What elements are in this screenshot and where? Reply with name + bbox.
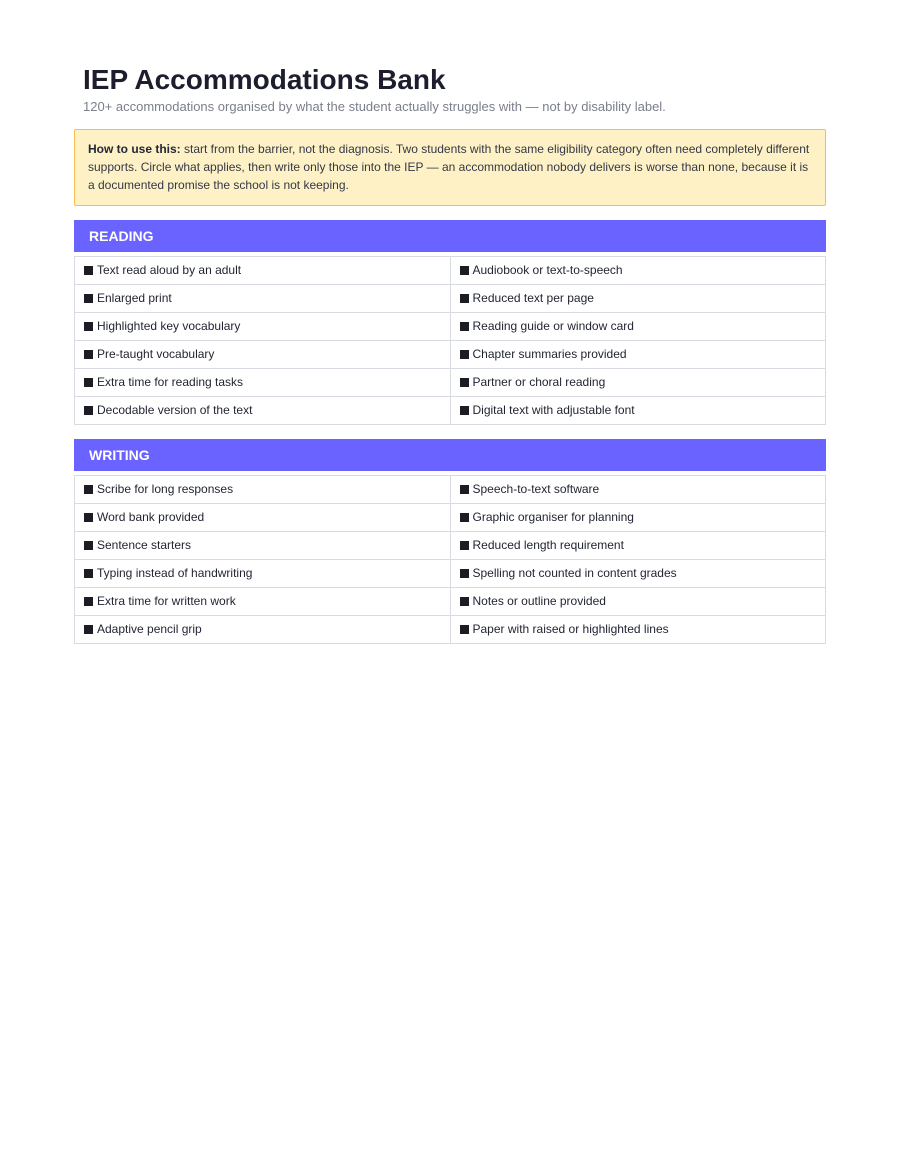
section-heading: WRITING [74,439,826,471]
callout-text: start from the barrier, not the diagnosis. Two students with the same eligibility category often need completely different supports. Circle what applies, then write only those into the IEP — an accommodation nobody delivers is worse than none, because it is a documented promise the school is not keeping. [88,142,810,192]
accommodation-label: Notes or outline provided [472,594,606,608]
checkbox-square-icon [460,350,469,359]
accommodation-item[interactable] [451,397,827,425]
checkbox-square-icon [84,485,93,494]
checkbox-square-icon [84,322,93,331]
accommodation-grid [74,256,826,425]
accommodation-grid [74,475,826,644]
accommodation-label: Scribe for long responses [97,482,234,496]
checkbox-square-icon [84,350,93,359]
accommodation-label: Chapter summaries provided [472,347,627,361]
accommodation-label: Paper with raised or highlighted lines [472,622,669,636]
page-subtitle: 120+ accommodations organised by what the student actually struggles with — not by disability label. [83,99,666,114]
accommodation-label: Partner or choral reading [472,375,606,389]
page-title: IEP Accommodations Bank [83,64,446,95]
section-reading [74,220,826,425]
accommodation-label: Decodable version of the text [97,403,253,417]
accommodation-item[interactable] [451,504,827,532]
accommodation-item[interactable] [451,588,827,616]
accommodation-item[interactable] [451,369,827,397]
accommodation-item[interactable] [75,369,451,397]
checkbox-square-icon [84,294,93,303]
accommodation-item[interactable] [75,588,451,616]
accommodation-item[interactable] [451,285,827,313]
accommodation-item[interactable] [75,341,451,369]
accommodation-item[interactable] [75,616,451,644]
checkbox-square-icon [460,406,469,415]
accommodation-item[interactable] [75,476,451,504]
accommodation-item[interactable] [451,476,827,504]
accommodation-label: Spelling not counted in content grades [472,566,677,580]
checkbox-square-icon [84,378,93,387]
checkbox-square-icon [460,378,469,387]
section-heading: READING [74,220,826,252]
callout-label: How to use this: [88,142,181,156]
accommodation-label: Text read aloud by an adult [97,263,242,277]
accommodation-label: Reading guide or window card [472,319,634,333]
accommodation-label: Extra time for reading tasks [97,375,244,389]
accommodation-item[interactable] [451,616,827,644]
accommodation-label: Digital text with adjustable font [472,403,635,417]
section-writing [74,439,826,644]
accommodation-label: Highlighted key vocabulary [97,319,241,333]
checkbox-square-icon [84,625,93,634]
accommodation-label: Word bank provided [97,510,205,524]
checkbox-square-icon [84,406,93,415]
accommodation-label: Reduced length requirement [472,538,624,552]
checkbox-square-icon [460,513,469,522]
accommodation-item[interactable] [451,341,827,369]
checkbox-square-icon [84,569,93,578]
accommodation-item[interactable] [451,313,827,341]
accommodation-label: Extra time for written work [97,594,236,608]
accommodation-label: Speech-to-text software [472,482,600,496]
checkbox-square-icon [84,266,93,275]
accommodation-label: Enlarged print [97,291,172,305]
checkbox-square-icon [84,541,93,550]
checkbox-square-icon [460,485,469,494]
accommodation-label: Pre-taught vocabulary [97,347,215,361]
checkbox-square-icon [84,597,93,606]
accommodation-item[interactable] [451,560,827,588]
checkbox-square-icon [460,322,469,331]
accommodation-label: Audiobook or text-to-speech [472,263,623,277]
accommodation-label: Reduced text per page [472,291,594,305]
accommodation-item[interactable] [75,397,451,425]
checkbox-square-icon [84,513,93,522]
checkbox-square-icon [460,625,469,634]
accommodation-label: Sentence starters [97,538,192,552]
accommodation-label: Adaptive pencil grip [97,622,202,636]
checkbox-square-icon [460,266,469,275]
accommodation-item[interactable] [451,532,827,560]
accommodation-item[interactable] [75,257,451,285]
accommodation-item[interactable] [75,313,451,341]
accommodation-item[interactable] [75,532,451,560]
checkbox-square-icon [460,294,469,303]
accommodation-label: Graphic organiser for planning [472,510,634,524]
checkbox-square-icon [460,597,469,606]
accommodation-item[interactable] [75,285,451,313]
accommodation-label: Typing instead of handwriting [97,566,253,580]
accommodation-item[interactable] [451,257,827,285]
accommodation-item[interactable] [75,560,451,588]
checkbox-square-icon [460,541,469,550]
how-to-use-callout [74,129,826,206]
sections-container [74,220,826,644]
checkbox-square-icon [460,569,469,578]
accommodation-item[interactable] [75,504,451,532]
